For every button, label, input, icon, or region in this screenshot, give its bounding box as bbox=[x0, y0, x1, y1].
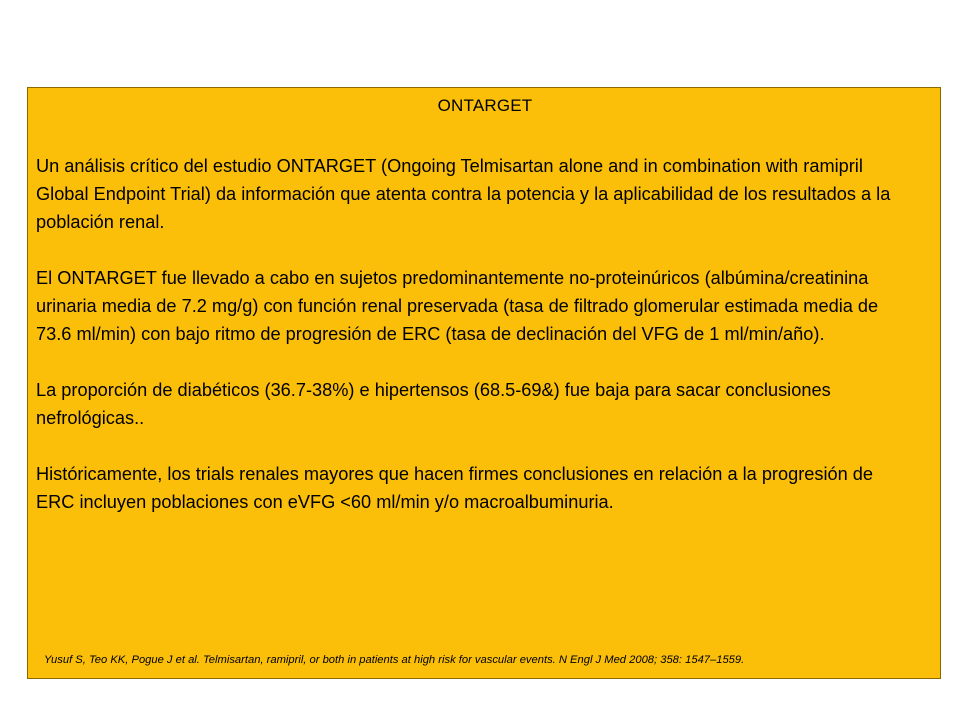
paragraph-population: El ONTARGET fue llevado a cabo en sujetos predominantemente no-proteinúricos (albúmina/creatinina urinaria media de 7.2 mg/g) con función renal preservada (tasa de filtrado glomerular estimada media de 73.6 ml/min) con bajo ritmo de progresión de ERC (tasa de declinación del VFG de 1 ml/min/año). bbox=[36, 268, 879, 344]
paragraph-historical: Históricamente, los trials renales mayores que hacen firmes conclusiones en relación a la progresión de ERC incluyen poblaciones con eVFG <60 ml/min y/o macroalbuminuria. bbox=[36, 464, 874, 512]
content-box bbox=[27, 87, 941, 679]
paragraph-proportion: La proporción de diabéticos (36.7-38%) e hipertensos (68.5-69&) fue baja para sacar conclusiones nefrológicas.. bbox=[36, 380, 831, 428]
paragraph-analysis: Un análisis crítico del estudio ONTARGET (Ongoing Telmisartan alone and in combination with ramipril Global Endpoint Trial) da información que atenta contra la potencia y la aplicabilidad de los resultados a la población renal. bbox=[36, 156, 891, 232]
slide-title: ONTARGET bbox=[437, 96, 533, 115]
body-text bbox=[36, 152, 916, 544]
citation: Yusuf S, Teo KK, Pogue J et al. Telmisartan, ramipril, or both in patients at high risk for vascular events. N Engl J Med 2008; 358: 1547–1559. bbox=[44, 654, 745, 666]
